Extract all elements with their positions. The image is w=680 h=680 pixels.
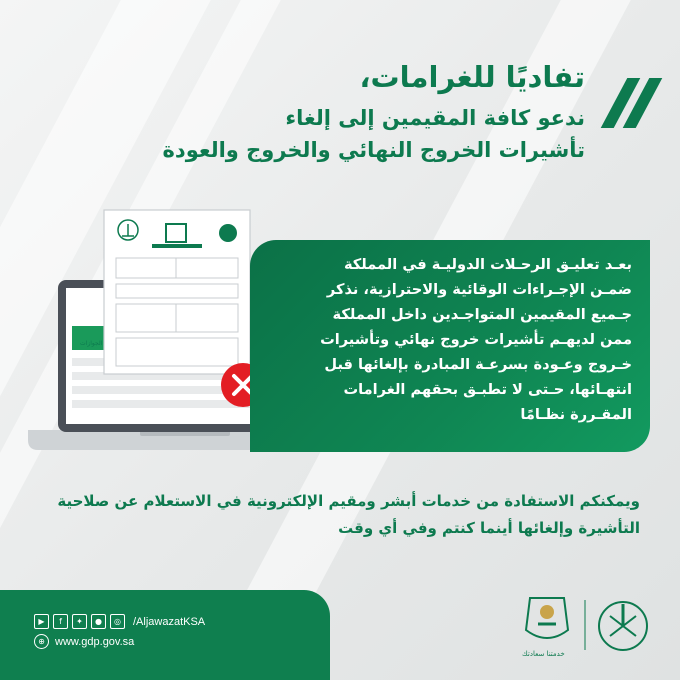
twitter-icon[interactable]: ✦ bbox=[72, 614, 87, 629]
headline-title: تفاديًا للغرامات، bbox=[359, 60, 585, 94]
website-link[interactable]: www.gdp.gov.sa bbox=[55, 635, 135, 648]
info-line: المقـررة نظـامًا bbox=[520, 406, 632, 423]
logo-tagline: خدمتنا سعادتك bbox=[522, 650, 565, 658]
screen-label: الجوازات bbox=[80, 340, 103, 347]
headline-line-3: تأشيرات الخروج النهائي والخروج والعودة bbox=[162, 138, 585, 162]
info-line: خـروج وعـودة بسرعـة المبادرة بإلغائها قبل bbox=[324, 356, 632, 373]
instagram-icon[interactable]: ◎ bbox=[110, 614, 125, 629]
info-line: ممن لديهـم تأشيرات خروج نهائي وتأشيرات bbox=[320, 331, 632, 348]
headline-line-2: ندعو كافة المقيمين إلى إلغاء bbox=[285, 106, 585, 130]
info-line: انتهـائها، حـتى لا تطبـق بحقهم الغرامات bbox=[343, 381, 632, 398]
globe-icon: ⊕ bbox=[34, 634, 49, 649]
facebook-icon[interactable]: f bbox=[53, 614, 68, 629]
info-line: ضمـن الإجـراءات الوقائية والاحترازية، نذكر bbox=[326, 281, 632, 298]
info-line: جـميع المقيمين المتواجـدين داخل المملكة bbox=[332, 306, 632, 323]
passports-emblem bbox=[526, 598, 568, 638]
info-line: بعـد تعليـق الرحـلات الدوليـة في المملكة bbox=[343, 256, 632, 273]
services-note-line: ويمكنكم الاستفادة من خدمات أبشر ومقيم الإلكترونية في الاستعلام عن صلاحية bbox=[57, 492, 640, 510]
snapchat-icon[interactable]: ● bbox=[91, 614, 106, 629]
social-handle[interactable]: /AljawazatKSA bbox=[133, 615, 206, 628]
ministry-emblem bbox=[599, 602, 647, 650]
services-note-line: التأشيرة وإلغائها أينما كنتم وفي أي وقت bbox=[338, 519, 640, 537]
youtube-icon[interactable]: ▶ bbox=[34, 614, 49, 629]
